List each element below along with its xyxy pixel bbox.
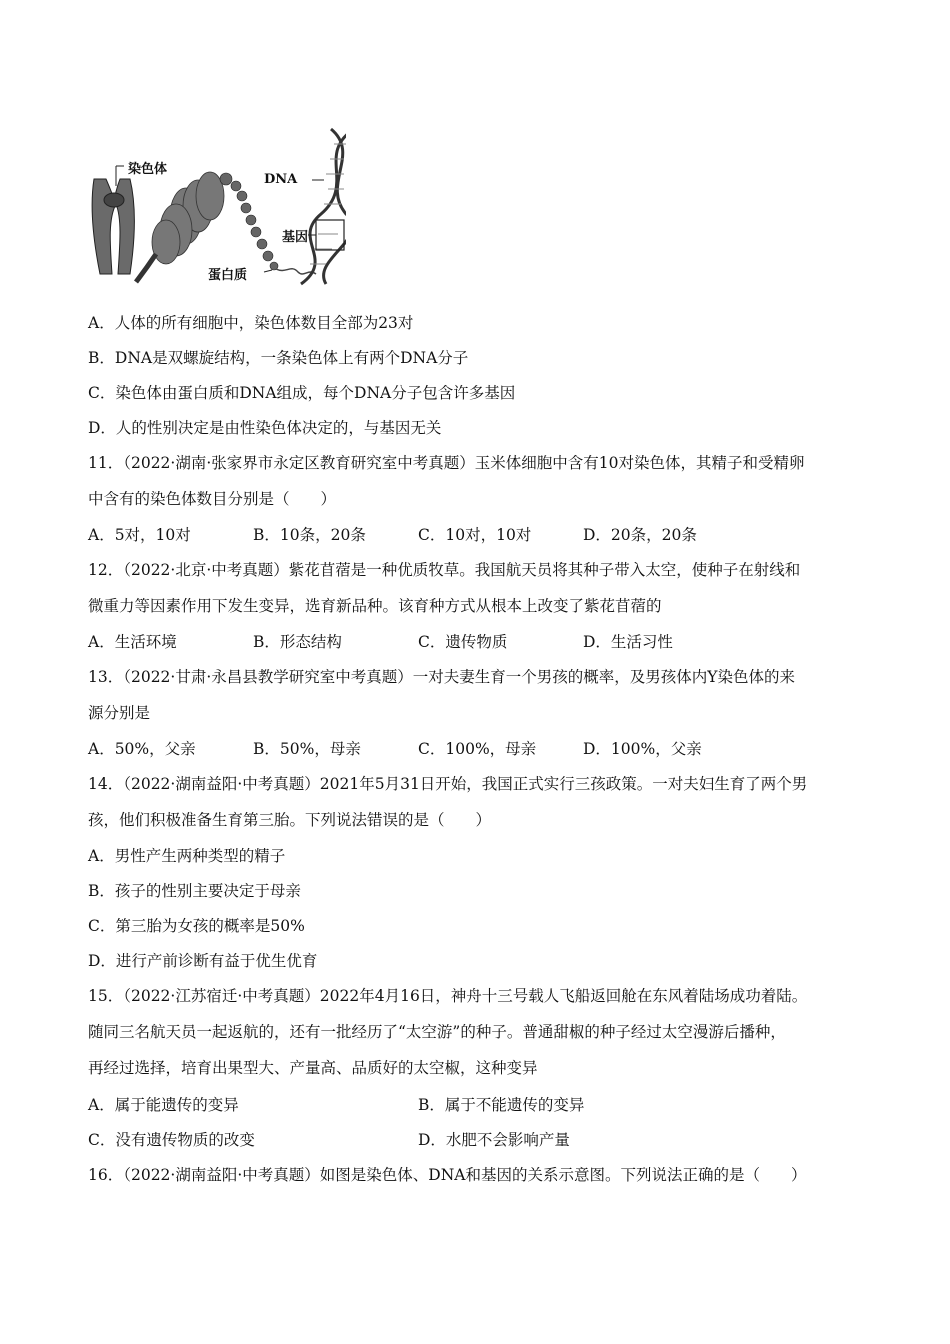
q14-option-a: A．男性产生两种类型的精子	[88, 847, 286, 865]
label-protein: 蛋白质	[208, 268, 248, 283]
label-gene: 基因	[282, 230, 309, 245]
q14-option-c: C．第三胎为女孩的概率是50%	[88, 917, 305, 935]
q15-stem-line2: 随同三名航天员一起返航的，还有一批经历了“太空游”的种子。普通甜椒的种子经过太空漫游后播种，	[88, 1023, 786, 1041]
q12-option-c: C．遗传物质	[418, 633, 508, 651]
q14-stem-line1: 14．（2022·湖南益阳·中考真题）2021年5月31日开始，我国正式实行三孩政策。一对夫妇生育了两个男	[88, 775, 808, 793]
chromosome-shape	[92, 179, 135, 274]
q12-option-b: B．形态结构	[253, 633, 342, 651]
q10-option-b: B．DNA是双螺旋结构，一条染色体上有两个DNA分子	[88, 349, 469, 367]
q14-option-b: B．孩子的性别主要决定于母亲	[88, 882, 301, 900]
q15-option-c: C．没有遗传物质的改变	[88, 1131, 255, 1149]
chromosome-dna-gene-figure	[86, 124, 346, 289]
q11-stem-line1: 11．（2022·湖南·张家界市永定区教育研究室中考真题）玉米体细胞中含有10对染色体，其精子和受精卵	[88, 454, 805, 472]
label-chromosome: 染色体	[128, 162, 168, 177]
q11-option-a: A．5对，10对	[88, 526, 191, 544]
q15-option-b: B．属于不能遗传的变异	[418, 1096, 585, 1114]
q14-option-d: D．进行产前诊断有益于优生优育	[88, 952, 318, 970]
q11-option-b: B．10条，20条	[253, 526, 366, 544]
q12-option-d: D．生活习性	[583, 633, 673, 651]
q15-option-d: D．水肥不会影响产量	[418, 1131, 570, 1149]
q13-stem-line2: 源分别是	[88, 704, 151, 722]
q15-option-a: A．属于能遗传的变异	[88, 1096, 239, 1114]
q13-stem-line1: 13．（2022·甘肃·永昌县教学研究室中考真题）一对夫妻生育一个男孩的概率，及男孩体内Y染色体的来	[88, 668, 796, 686]
label-dna: DNA	[264, 172, 298, 187]
q10-option-a: A．人体的所有细胞中，染色体数目全部为23对	[88, 314, 414, 332]
q16-stem-line1: 16．（2022·湖南益阳·中考真题）如图是染色体、DNA和基因的关系示意图。下列说法正确的是（ ）	[88, 1166, 807, 1184]
q13-option-d: D．100%，父亲	[583, 740, 702, 758]
q11-stem-line2: 中含有的染色体数目分别是（ ）	[88, 490, 337, 508]
nucleosome-beads	[220, 173, 278, 270]
dna-helix	[301, 129, 346, 284]
q14-stem-line2: 孩，他们积极准备生育第三胎。下列说法错误的是（ ）	[88, 811, 492, 829]
q10-option-c: C．染色体由蛋白质和DNA组成，每个DNA分子包含许多基因	[88, 384, 516, 402]
q12-stem-line1: 12．（2022·北京·中考真题）紫花苜蓿是一种优质牧草。我国航天员将其种子带入太空，使种子在射线和	[88, 561, 801, 579]
gene-box	[316, 220, 344, 250]
q15-stem-line3: 再经过选择，培育出果型大、产量高、品质好的太空椒，这种变异	[88, 1059, 538, 1077]
q13-option-a: A．50%，父亲	[88, 740, 196, 758]
q13-option-c: C．100%，母亲	[418, 740, 537, 758]
q13-option-b: B．50%，母亲	[253, 740, 361, 758]
q11-option-c: C．10对，10对	[418, 526, 532, 544]
q12-option-a: A．生活环境	[88, 633, 177, 651]
q11-option-d: D．20条，20条	[583, 526, 697, 544]
q15-stem-line1: 15．（2022·江苏宿迁·中考真题）2022年4月16日，神舟十三号载人飞船返回舱在东风着陆场成功着陆。	[88, 987, 808, 1005]
q10-option-d: D．人的性别决定是由性染色体决定的，与基因无关	[88, 419, 442, 437]
q12-stem-line2: 微重力等因素作用下发生变异，选育新品种。该育种方式从根本上改变了紫花苜蓿的	[88, 597, 662, 615]
